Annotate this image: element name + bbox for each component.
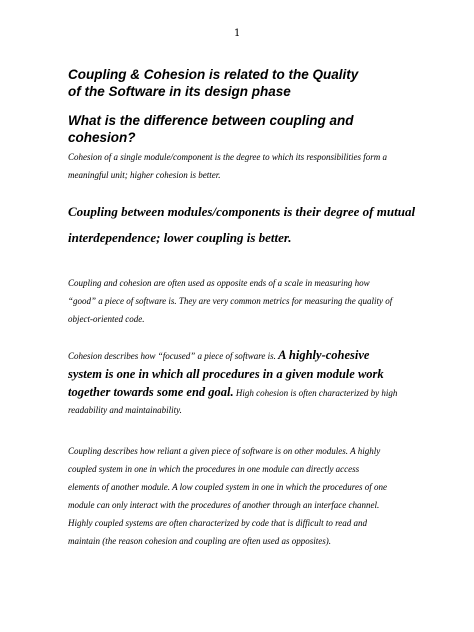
text-line: Coupling between modules/components is their degree of mutual (68, 204, 416, 219)
paragraph-scale-metrics (68, 274, 408, 328)
text-line: readability and maintainability. (68, 405, 182, 415)
text-line: elements of another module. A low coupled system in one in which the procedures of one (68, 482, 387, 492)
text-line: Cohesion of a single module/component is the degree to which its responsibilities form a (68, 152, 388, 162)
text-line (68, 382, 418, 404)
text-line: Highly coupled systems are often characterized by code that is difficult to read and (68, 518, 368, 528)
text-line: meaningful unit; higher cohesion is better. (68, 170, 221, 180)
heading-coupling-cohesion-quality (68, 66, 448, 100)
heading-difference-question (68, 112, 448, 146)
text-line: Coupling and cohesion are often used as opposite ends of a scale in measuring how (68, 278, 370, 288)
tail-text: High cohesion is often characterized by high (235, 388, 398, 398)
cohesion-definition (68, 148, 408, 184)
paragraph-cohesion-focus (68, 345, 418, 416)
text-line: interdependence; lower coupling is better. (68, 230, 292, 245)
text-line (68, 345, 418, 367)
paragraph-coupling-reliance (68, 442, 408, 550)
text-line: “good” a piece of software is. They are very common metrics for measuring the quality of (68, 296, 393, 306)
emphasis-line: system is one in which all procedures in a given module work (68, 367, 384, 381)
emphasis-text: together towards some end goal. (68, 385, 234, 399)
heading-line: What is the difference between coupling and (68, 113, 354, 128)
heading-line: cohesion? (68, 130, 136, 145)
text-line: object-oriented code. (68, 314, 145, 324)
text-line: module can only interact with the procedures of another through an interface channel. (68, 500, 380, 510)
text-line: Coupling describes how reliant a given piece of software is on other modules. A highly (68, 446, 381, 456)
emphasis-text: A highly-cohesive (278, 348, 370, 362)
text-line: coupled system in one in which the procedures in one module can directly access (68, 464, 360, 474)
page-number: 1 (234, 28, 241, 39)
heading-line: Coupling & Cohesion is related to the Quality (68, 67, 359, 82)
heading-line: of the Software in its design phase (68, 84, 291, 99)
coupling-definition (68, 199, 416, 251)
lead-text: Cohesion describes how “focused” a piece of software is. (68, 351, 276, 361)
text-line: maintain (the reason cohesion and coupling are often used as opposites). (68, 536, 332, 546)
